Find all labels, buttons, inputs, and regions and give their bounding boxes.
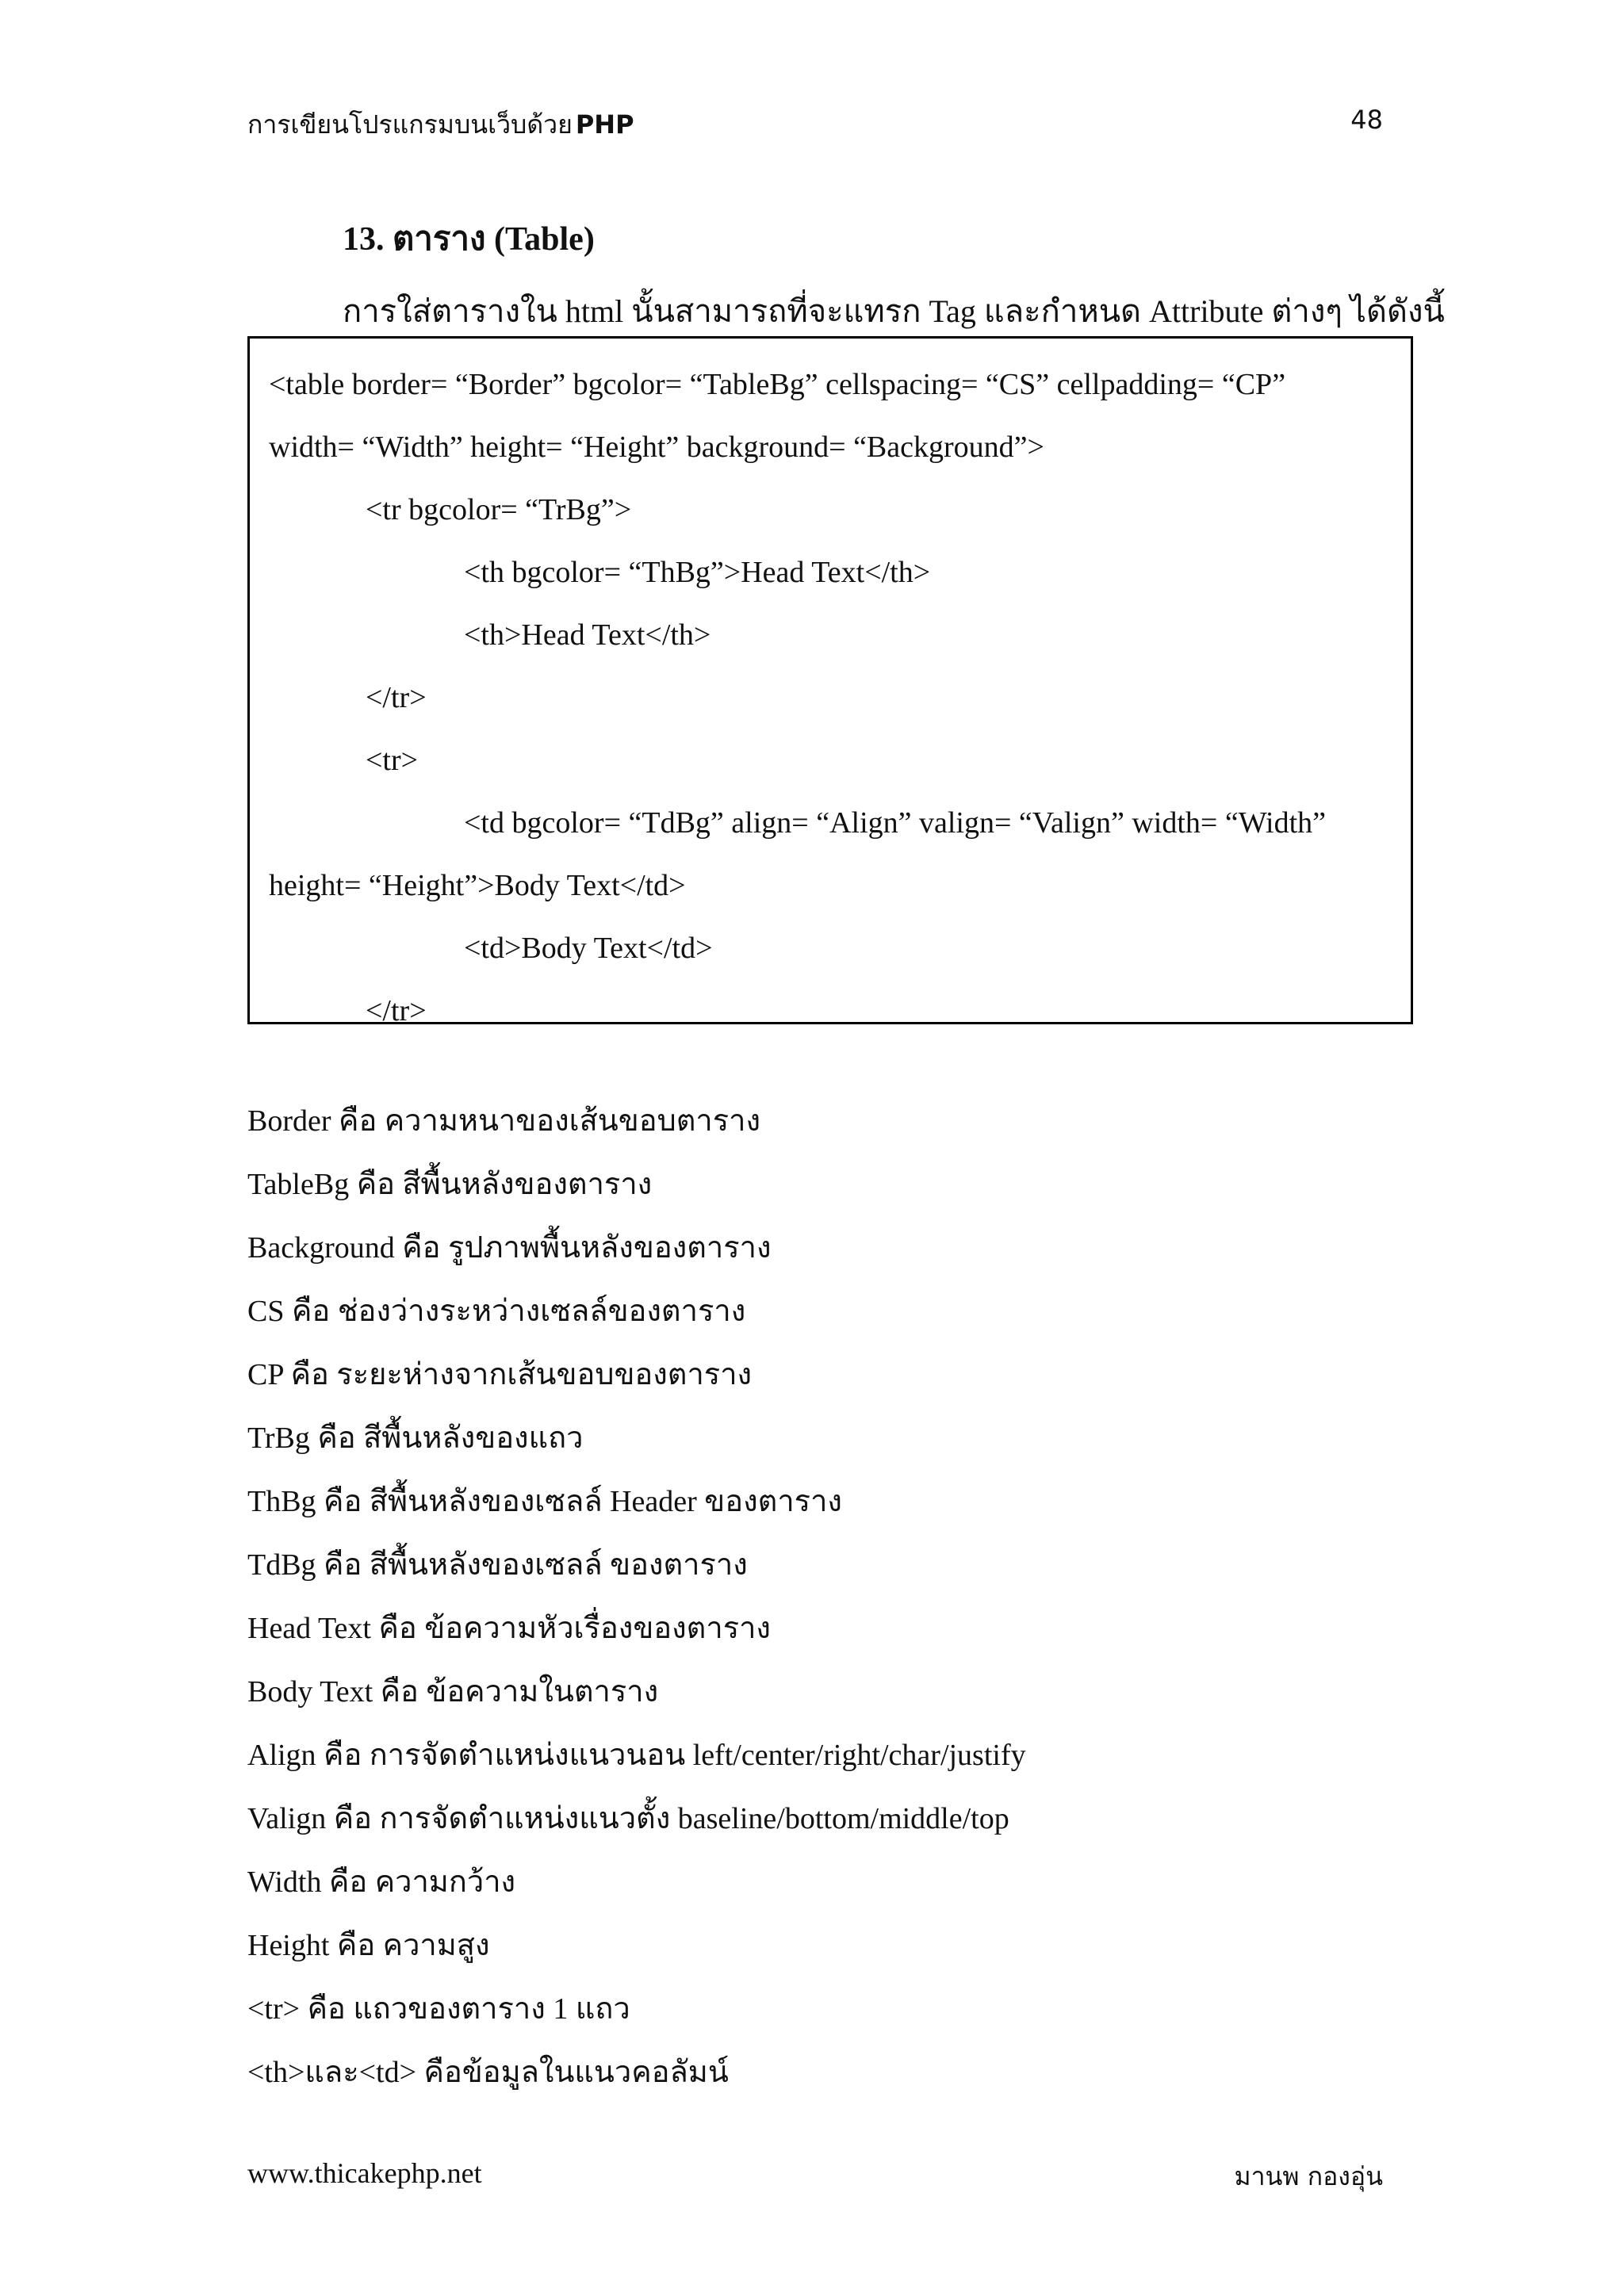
definition-item: CS คือ ช่องว่างระหว่างเซลล์ของตาราง [247,1295,746,1328]
definition-item: ThBg คือ สีพื้นหลังของเซลล์ Header ของตาราง [247,1485,842,1518]
page-number: 48 [1350,105,1383,135]
definition-item: Height คือ ความสูง [247,1929,490,1962]
definition-item: Align คือ การจัดตำแหน่งแนวนอน left/center/right/char/justify [247,1739,1026,1772]
code-line: </tr> [366,994,427,1024]
code-line: height= “Height”>Body Text</td> [269,869,686,902]
code-line: <tr bgcolor= “TrBg”> [366,493,632,526]
definition-item: TdBg คือ สีพื้นหลังของเซลล์ ของตาราง [247,1548,748,1582]
definition-item: TrBg คือ สีพื้นหลังของแถว [247,1422,584,1455]
code-line: <th bgcolor= “ThBg”>Head Text</th> [464,556,931,589]
definition-item: Background คือ รูปภาพพื้นหลังของตาราง [247,1231,772,1265]
section-title: 13. ตาราง (Table) [343,221,595,258]
code-line: <td bgcolor= “TdBg” align= “Align” valign= “Valign” width= “Width” [464,806,1327,840]
section-intro: การใส่ตารางใน html นั้นสามารถที่จะแทรก Tag และกำหนด Attribute ต่างๆ ได้ดังนี้ [343,293,1445,329]
definition-item: Valign คือ การจัดตำแหน่งแนวตั้ง baseline/bottom/middle/top [247,1802,1009,1835]
header-title-php: PHP [575,109,634,140]
running-header [247,105,634,145]
code-line: <th>Head Text</th> [464,618,711,652]
header-title-thai: การเขียนโปรแกรมบนเว็บด้วย [247,109,573,140]
code-example-box [247,336,1413,1024]
definition-item: <th>และ<td> คือข้อมูลในแนวคอลัมน์ [247,2056,729,2089]
definition-item: Body Text คือ ข้อความในตาราง [247,1675,659,1709]
definition-item: <tr> คือ แถวของตาราง 1 แถว [247,1992,630,2026]
definition-item: Width คือ ความกว้าง [247,1866,516,1899]
code-line: <td>Body Text</td> [464,932,713,965]
code-line: <tr> [366,744,419,777]
definition-item: TableBg คือ สีพื้นหลังของตาราง [247,1168,653,1201]
code-line: width= “Width” height= “Height” background= “Background”> [269,430,1044,464]
code-line: <table border= “Border” bgcolor= “TableBg” cellspacing= “CS” cellpadding= “CP” [269,368,1286,401]
code-line: </tr> [366,681,427,714]
definition-item: CP คือ ระยะห่างจากเส้นขอบของตาราง [247,1358,753,1391]
definition-list [247,1100,1437,2115]
footer-author: มานพ กองอุ่น [1234,2161,1383,2191]
definition-item: Head Text คือ ข้อความหัวเรื่องของตาราง [247,1612,771,1645]
definition-item: Border คือ ความหนาของเส้นขอบตาราง [247,1104,761,1138]
footer-website: www.thicakephp.net [247,2157,482,2189]
